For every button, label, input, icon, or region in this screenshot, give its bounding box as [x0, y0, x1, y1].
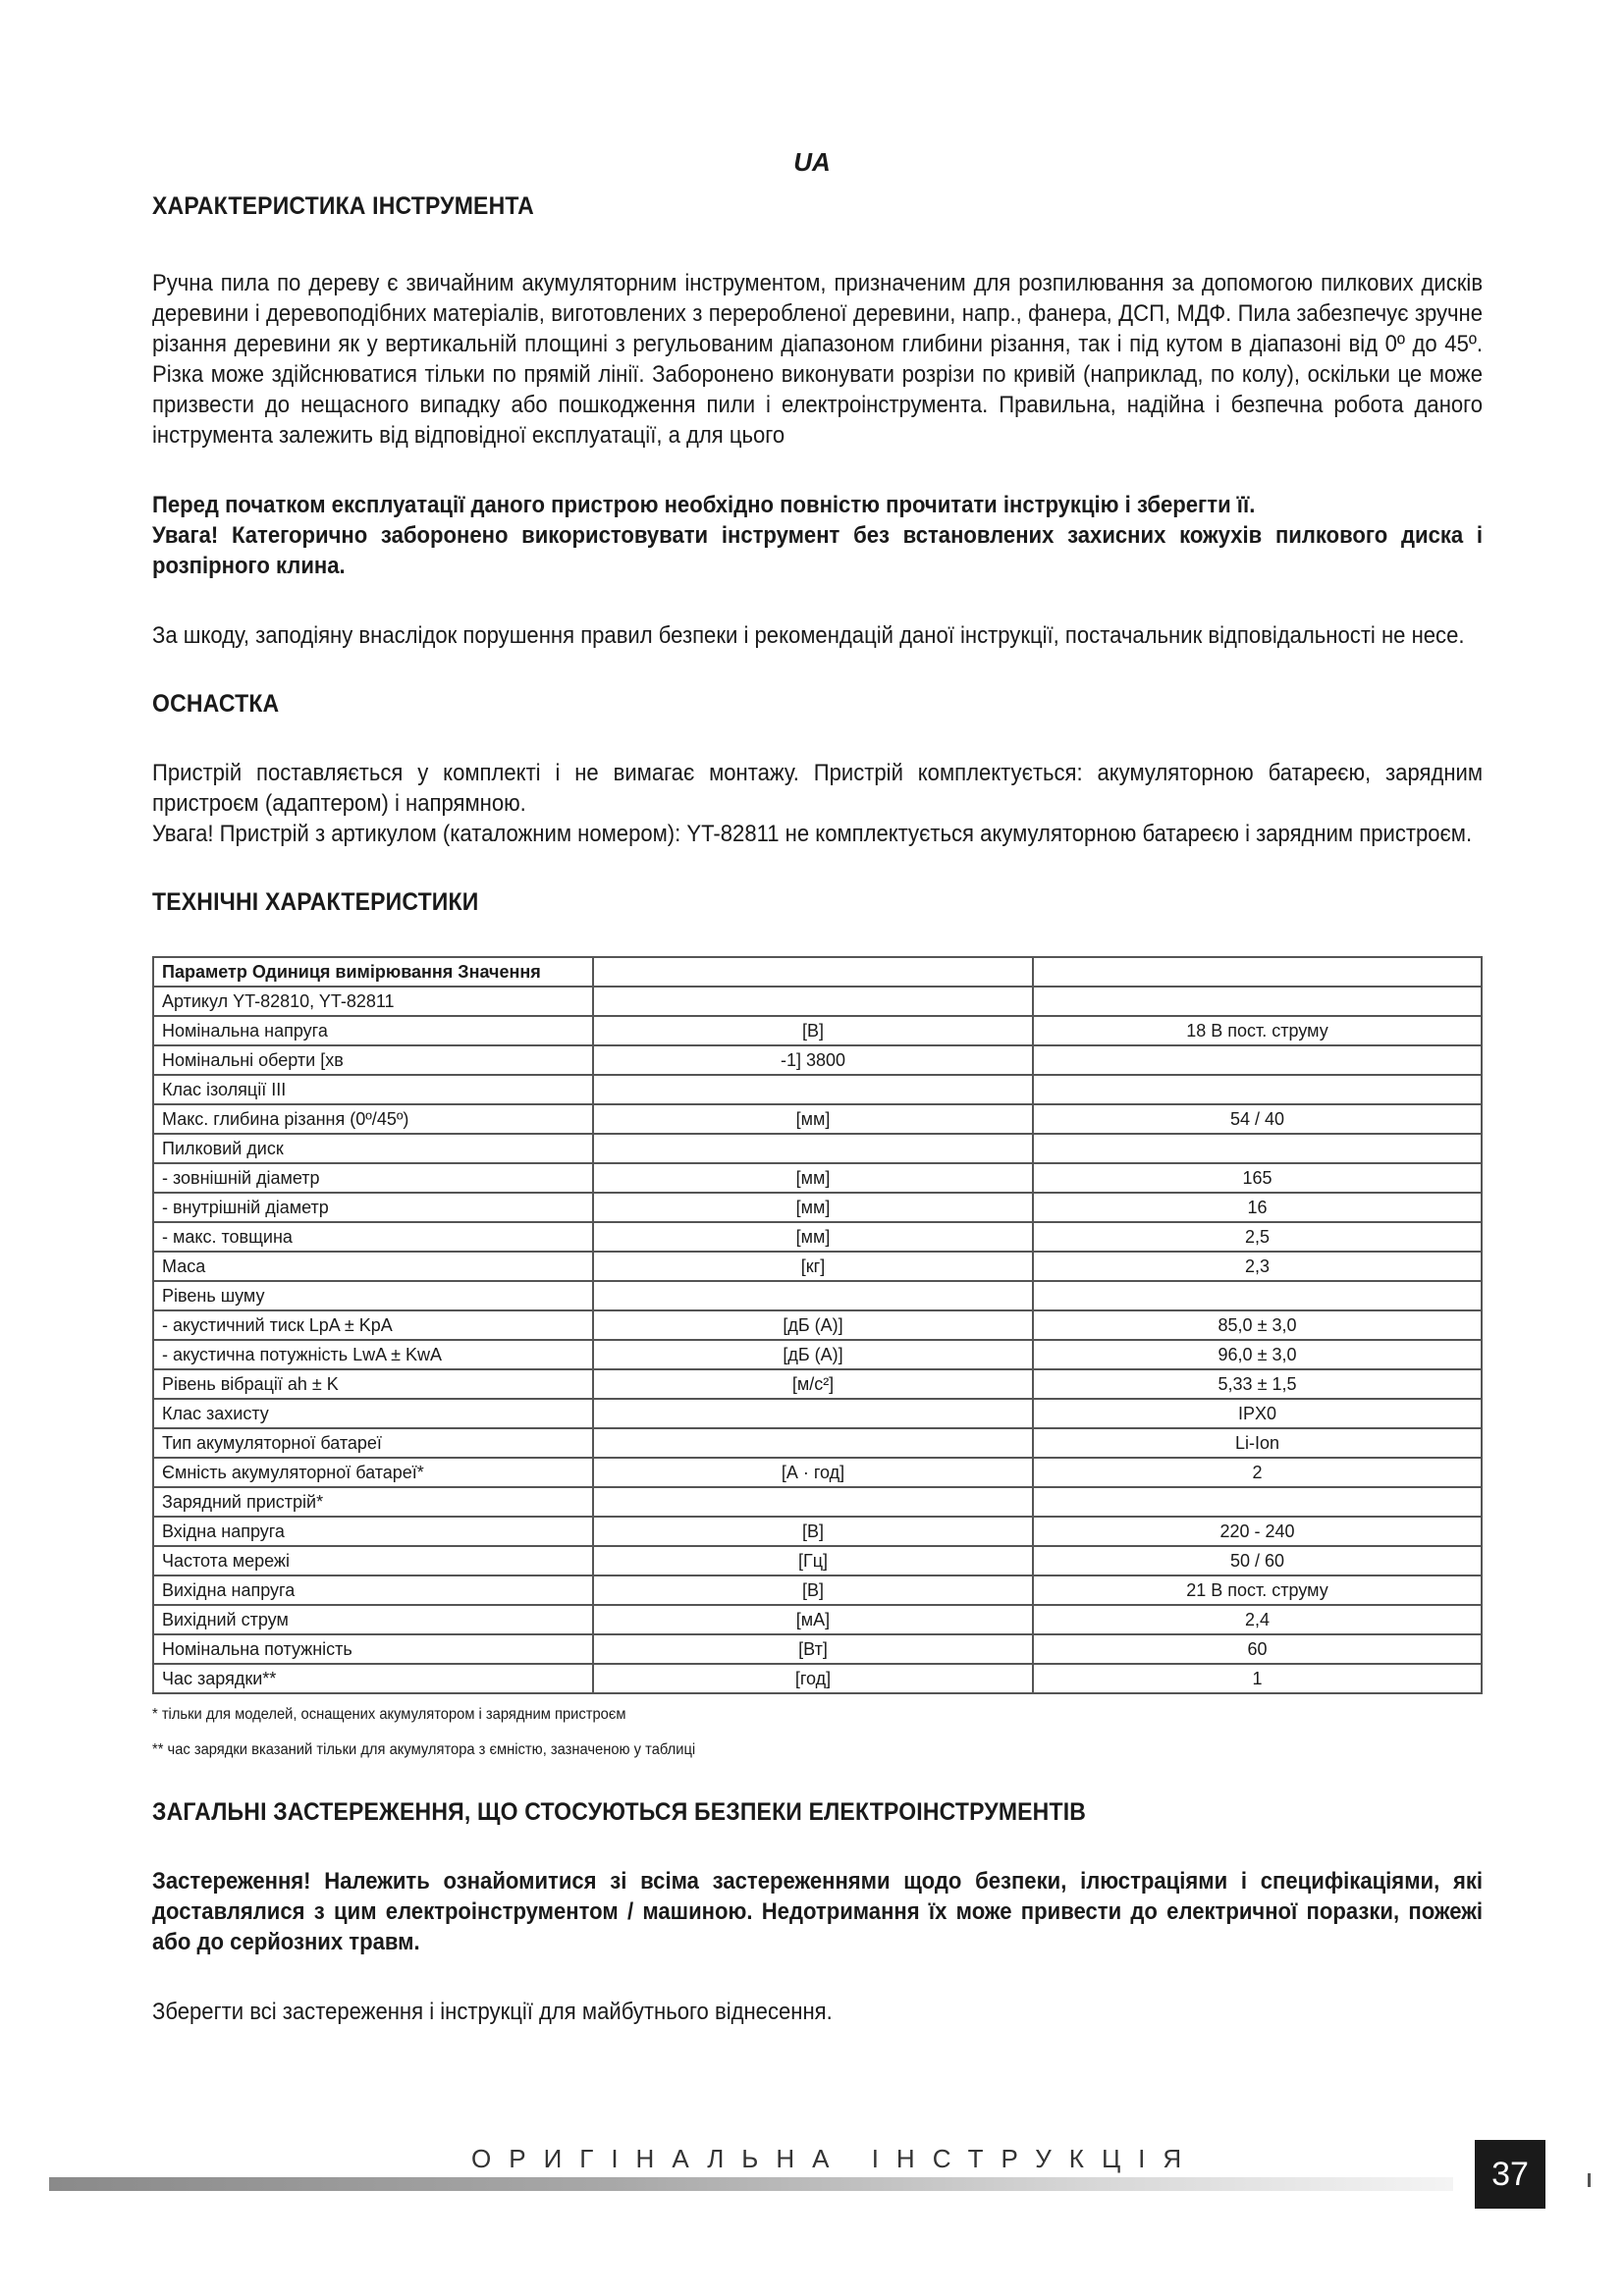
table-cell — [593, 1399, 1033, 1428]
table-cell: 2,3 — [1033, 1252, 1482, 1281]
table-row — [153, 1163, 1482, 1193]
table-cell: [Гц] — [593, 1546, 1033, 1575]
table-cell: Номінальні оберти [хв — [153, 1045, 593, 1075]
liability-paragraph: За шкоду, заподіяну внаслідок порушення правил безпеки і рекомендацій даної інструкції, постачальник відповідальності не несе. — [152, 622, 1465, 649]
footnote-battery: * тільки для моделей, оснащених акумулятором і зарядним пристроєм — [152, 1706, 626, 1723]
table-cell: 220 - 240 — [1033, 1517, 1482, 1546]
table-cell: 16 — [1033, 1193, 1482, 1222]
table-cell — [1033, 987, 1482, 1016]
table-cell: 85,0 ± 3,0 — [1033, 1310, 1482, 1340]
table-cell: 60 — [1033, 1634, 1482, 1664]
warning-read-instructions: Перед початком експлуатації даного пристрою необхідно повністю прочитати інструкцію і зберегти її. — [152, 492, 1256, 518]
table-row — [153, 1281, 1482, 1310]
table-cell: - акустична потужність LwA ± KwA — [153, 1340, 593, 1369]
table-cell: Клас захисту — [153, 1399, 593, 1428]
table-cell: 18 В пост. струму — [1033, 1016, 1482, 1045]
table-row — [153, 987, 1482, 1016]
table-cell: [мм] — [593, 1193, 1033, 1222]
table-cell: [м/с²] — [593, 1369, 1033, 1399]
table-cell: [Вт] — [593, 1634, 1033, 1664]
footnote-charging: ** час зарядки вказаний тільки для акумулятора з ємністю, зазначеною у таблиці — [152, 1741, 696, 1758]
table-row — [153, 1664, 1482, 1693]
table-cell: [мм] — [593, 1222, 1033, 1252]
table-row — [153, 1487, 1482, 1517]
table-cell: [мм] — [593, 1104, 1033, 1134]
table-cell — [1033, 957, 1482, 987]
table-cell: Ємність акумуляторної батареї* — [153, 1458, 593, 1487]
table-cell: Вхідна напруга — [153, 1517, 593, 1546]
table-cell: - внутрішній діаметр — [153, 1193, 593, 1222]
table-row — [153, 1517, 1482, 1546]
table-cell — [593, 1428, 1033, 1458]
table-cell: Час зарядки** — [153, 1664, 593, 1693]
specs-table — [152, 956, 1483, 1694]
table-cell: [кг] — [593, 1252, 1033, 1281]
table-row — [153, 1075, 1482, 1104]
warning-guards: Увага! Категорично заборонено використовувати інструмент без встановлених захисних кожухів пилкового диска і розпірного клина. — [152, 522, 1484, 579]
table-row — [153, 1252, 1482, 1281]
table-cell: 2,5 — [1033, 1222, 1482, 1252]
table-cell: Номінальна напруга — [153, 1016, 593, 1045]
table-cell — [593, 1134, 1033, 1163]
description-paragraph: Ручна пила по дереву є звичайним акумуляторним інструментом, призначеним для розпилювання за допомогою пилкових дисків деревини і деревоподібних матеріалів, виготовлених з переробленої деревини, напр., фанера, ДСП, МДФ. Пила забезпечує зручне різання деревини як у вертикальній площині з регульованим діапазоном глибини різання, так і під кутом в діапазоні від 0º до 45º. Різка може здійснюватися тільки по прямій лінії. Заборонено виконувати розрізи по кривій (наприклад, по колу), оскільки це може призвести до нещасного випадку або пошкодження пили і електроінструмента. Правильна, надійна і безпечна робота даного інструмента залежить від відповідної експлуатації, а для цього — [152, 270, 1484, 449]
table-cell: 2 — [1033, 1458, 1482, 1487]
table-cell: [мА] — [593, 1605, 1033, 1634]
table-row — [153, 1340, 1482, 1369]
table-cell: Тип акумуляторної батареї — [153, 1428, 593, 1458]
table-row — [153, 1134, 1482, 1163]
table-row — [153, 1016, 1482, 1045]
table-cell: [дБ (А)] — [593, 1310, 1033, 1340]
table-cell: [В] — [593, 1575, 1033, 1605]
table-cell: [В] — [593, 1016, 1033, 1045]
table-row — [153, 1310, 1482, 1340]
table-row — [153, 1575, 1482, 1605]
section-title-specs: ТЕХНІЧНІ ХАРАКТЕРИСТИКИ — [152, 888, 479, 916]
table-cell: Параметр Одиниця вимірювання Значення — [153, 957, 593, 987]
table-cell: Частота мережі — [153, 1546, 593, 1575]
table-cell: Вихідна напруга — [153, 1575, 593, 1605]
table-cell: Клас ізоляції III — [153, 1075, 593, 1104]
table-row — [153, 1458, 1482, 1487]
table-cell: Артикул YT-82810, YT-82811 — [153, 987, 593, 1016]
table-cell: Рівень вібрації ah ± K — [153, 1369, 593, 1399]
table-cell: Рівень шуму — [153, 1281, 593, 1310]
table-cell — [593, 1075, 1033, 1104]
table-cell — [593, 1281, 1033, 1310]
footer-bar — [49, 2177, 1453, 2191]
table-cell: 165 — [1033, 1163, 1482, 1193]
language-label: UA — [793, 147, 831, 177]
table-cell: - макс. товщина — [153, 1222, 593, 1252]
table-row — [153, 1634, 1482, 1664]
table-cell — [1033, 1281, 1482, 1310]
table-cell: Зарядний пристрій* — [153, 1487, 593, 1517]
table-cell: [мм] — [593, 1163, 1033, 1193]
table-cell: 54 / 40 — [1033, 1104, 1482, 1134]
table-row — [153, 1546, 1482, 1575]
table-row — [153, 1193, 1482, 1222]
table-cell: Номінальна потужність — [153, 1634, 593, 1664]
table-row — [153, 1605, 1482, 1634]
table-cell: 5,33 ± 1,5 — [1033, 1369, 1482, 1399]
table-cell: IPX0 — [1033, 1399, 1482, 1428]
table-cell: [год] — [593, 1664, 1033, 1693]
table-cell: -1] 3800 — [593, 1045, 1033, 1075]
table-cell: Маса — [153, 1252, 593, 1281]
table-cell — [1033, 1134, 1482, 1163]
table-cell — [593, 1487, 1033, 1517]
table-cell — [593, 957, 1033, 987]
section-title-characteristics: ХАРАКТЕРИСТИКА ІНСТРУМЕНТА — [152, 192, 534, 220]
save-instructions: Зберегти всі застереження і інструкції для майбутнього віднесення. — [152, 1999, 833, 2025]
table-cell — [1033, 1045, 1482, 1075]
equipment-warning: Увага! Пристрій з артикулом (каталожним номером): YT-82811 не комплектується акумуляторною батареєю і зарядним пристроєм. — [152, 821, 1473, 847]
table-row — [153, 1045, 1482, 1075]
table-cell: [А · год] — [593, 1458, 1033, 1487]
section-title-equipment: ОСНАСТКА — [152, 690, 280, 718]
table-cell: 96,0 ± 3,0 — [1033, 1340, 1482, 1369]
table-cell: - акустичний тиск LpA ± KpA — [153, 1310, 593, 1340]
table-cell: [дБ (А)] — [593, 1340, 1033, 1369]
table-cell: 1 — [1033, 1664, 1482, 1693]
table-row — [153, 1104, 1482, 1134]
table-row — [153, 1428, 1482, 1458]
table-cell: Вихідний струм — [153, 1605, 593, 1634]
page-number: 37 — [1475, 2140, 1545, 2209]
table-cell: Макс. глибина різання (0º/45º) — [153, 1104, 593, 1134]
footer-title: ОРИГІНАЛЬНА ІНСТРУКЦІЯ — [471, 2144, 1200, 2173]
content — [152, 192, 1483, 2027]
table-cell: Li-Ion — [1033, 1428, 1482, 1458]
table-row — [153, 957, 1482, 987]
section-title-safety: ЗАГАЛЬНІ ЗАСТЕРЕЖЕННЯ, ЩО СТОСУЮТЬСЯ БЕЗПЕКИ ЕЛЕКТРОІНСТРУМЕНТІВ — [152, 1798, 1087, 1826]
page-tick — [1588, 2173, 1591, 2187]
table-row — [153, 1369, 1482, 1399]
table-row — [153, 1399, 1482, 1428]
equipment-paragraph: Пристрій поставляється у комплекті і не вимагає монтажу. Пристрій комплектується: акумуляторною батареєю, зарядним пристроєм (адаптером) і напрямною. — [152, 760, 1484, 817]
table-cell — [593, 987, 1033, 1016]
table-cell: [В] — [593, 1517, 1033, 1546]
table-cell: 21 В пост. струму — [1033, 1575, 1482, 1605]
table-cell — [1033, 1487, 1482, 1517]
table-cell: - зовнішній діаметр — [153, 1163, 593, 1193]
table-cell — [1033, 1075, 1482, 1104]
table-cell: 50 / 60 — [1033, 1546, 1482, 1575]
table-cell: Пилковий диск — [153, 1134, 593, 1163]
table-row — [153, 1222, 1482, 1252]
safety-warning: Застереження! Належить ознайомитися зі всіма застереженнями щодо безпеки, ілюстраціями і специфікаціями, які доставлялися з цим електроінструментом / машиною. Недотримання їх може привести до електричної поразки, пожежі або до серйозних травм. — [152, 1868, 1484, 1955]
table-cell: 2,4 — [1033, 1605, 1482, 1634]
